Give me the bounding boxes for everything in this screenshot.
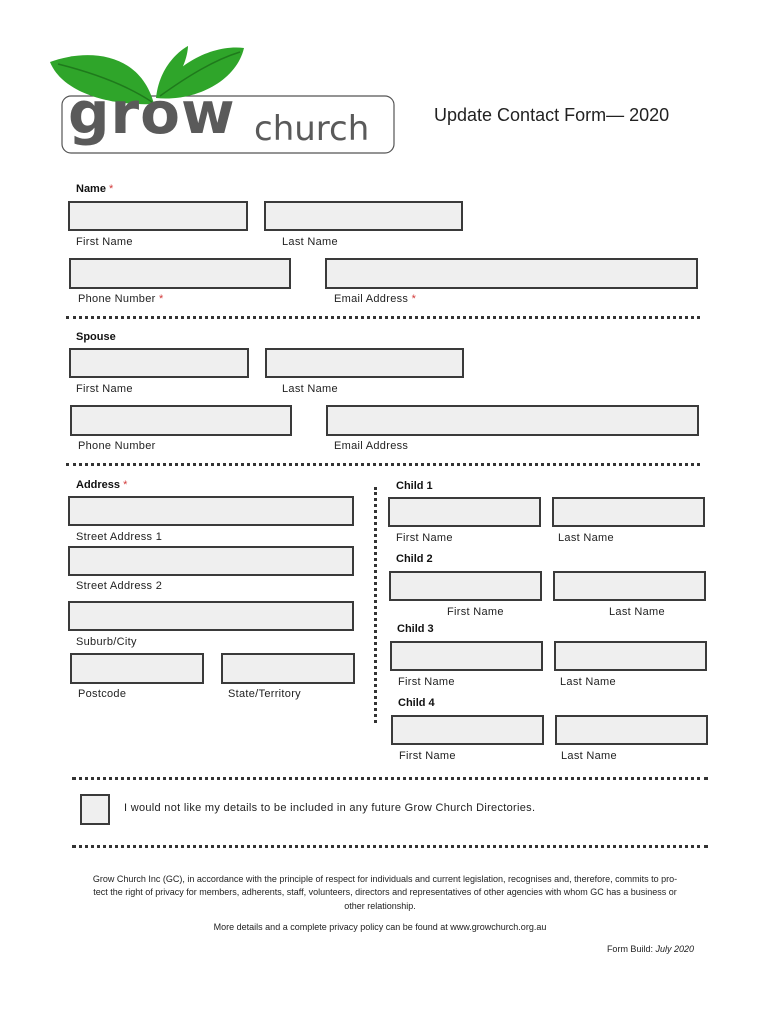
name-first-input[interactable] [68, 201, 248, 231]
privacy-line-2: tect the right of privacy for members, adherents, staff, volunteers, directors and representatives of other agencies with whom GC has a business or [93, 887, 677, 897]
child2-heading: Child 2 [396, 553, 433, 565]
child4-last-label: Last Name [561, 750, 617, 762]
address-heading: Address * [76, 479, 128, 491]
required-mark: * [158, 293, 164, 305]
name-last-input[interactable] [264, 201, 463, 231]
child1-first-label: First Name [396, 532, 453, 544]
divider [66, 316, 700, 319]
directory-optout-label: I would not like my details to be included in any future Grow Church Directories. [124, 802, 536, 814]
required-mark: * [109, 183, 114, 195]
child3-first-input[interactable] [390, 641, 543, 671]
child2-first-label: First Name [447, 606, 504, 618]
spouse-last-input[interactable] [265, 348, 464, 378]
name-heading: Name * [76, 183, 114, 195]
grow-church-logo [48, 40, 398, 158]
child1-last-input[interactable] [552, 497, 705, 527]
privacy-line-1: Grow Church Inc (GC), in accordance with the principle of respect for individuals and current legislation, recognises and, therefore, commits to pro- [92, 874, 678, 884]
form-build-label: Form Build: [606, 944, 653, 954]
spouse-email-label: Email Address [334, 440, 409, 452]
child4-last-input[interactable] [555, 715, 708, 745]
street2-label: Street Address 2 [76, 580, 163, 592]
child3-first-label: First Name [398, 676, 455, 688]
street1-input[interactable] [68, 496, 354, 526]
child1-first-input[interactable] [388, 497, 541, 527]
child4-first-label: First Name [399, 750, 456, 762]
logo-word-church: church [254, 109, 370, 149]
postcode-input[interactable] [70, 653, 204, 684]
privacy-line-3: other relationship. [344, 901, 416, 911]
name-last-label: Last Name [282, 236, 338, 248]
form-build [607, 944, 694, 954]
spouse-phone-input[interactable] [70, 405, 292, 436]
required-mark: * [411, 293, 417, 305]
column-divider [374, 487, 377, 723]
state-input[interactable] [221, 653, 355, 684]
phone-input[interactable] [69, 258, 291, 289]
child3-last-input[interactable] [554, 641, 707, 671]
name-first-label: First Name [76, 236, 133, 248]
spouse-heading: Spouse [76, 331, 116, 343]
child3-heading: Child 3 [397, 623, 434, 635]
spouse-phone-label: Phone Number [78, 440, 156, 452]
child3-last-label: Last Name [560, 676, 616, 688]
spouse-email-input[interactable] [326, 405, 699, 436]
child2-last-label: Last Name [609, 606, 665, 618]
suburb-input[interactable] [68, 601, 354, 631]
logo-word-grow: grow [68, 79, 236, 147]
suburb-label: Suburb/City [76, 636, 137, 648]
email-input[interactable] [325, 258, 698, 289]
form-title: Update Contact Form— 2020 [434, 105, 670, 125]
child2-first-input[interactable] [389, 571, 542, 601]
divider [72, 777, 708, 780]
directory-optout-checkbox[interactable] [80, 794, 110, 825]
spouse-first-input[interactable] [69, 348, 249, 378]
child4-first-input[interactable] [391, 715, 544, 745]
divider [72, 845, 708, 848]
postcode-label: Postcode [78, 688, 127, 700]
form-build-date: July 2020 [655, 944, 694, 954]
street1-label: Street Address 1 [76, 531, 163, 543]
spouse-first-label: First Name [76, 383, 133, 395]
email-label: Email Address * [334, 293, 417, 305]
state-label: State/Territory [228, 688, 301, 700]
phone-label: Phone Number * [78, 293, 164, 305]
child2-last-input[interactable] [553, 571, 706, 601]
divider [66, 463, 700, 466]
child4-heading: Child 4 [398, 697, 435, 709]
privacy-more-details: More details and a complete privacy policy can be found at www.growchurch.org.au [213, 922, 547, 932]
required-mark: * [123, 479, 128, 491]
child1-last-label: Last Name [558, 532, 614, 544]
child1-heading: Child 1 [396, 480, 433, 492]
spouse-last-label: Last Name [282, 383, 338, 395]
street2-input[interactable] [68, 546, 354, 576]
